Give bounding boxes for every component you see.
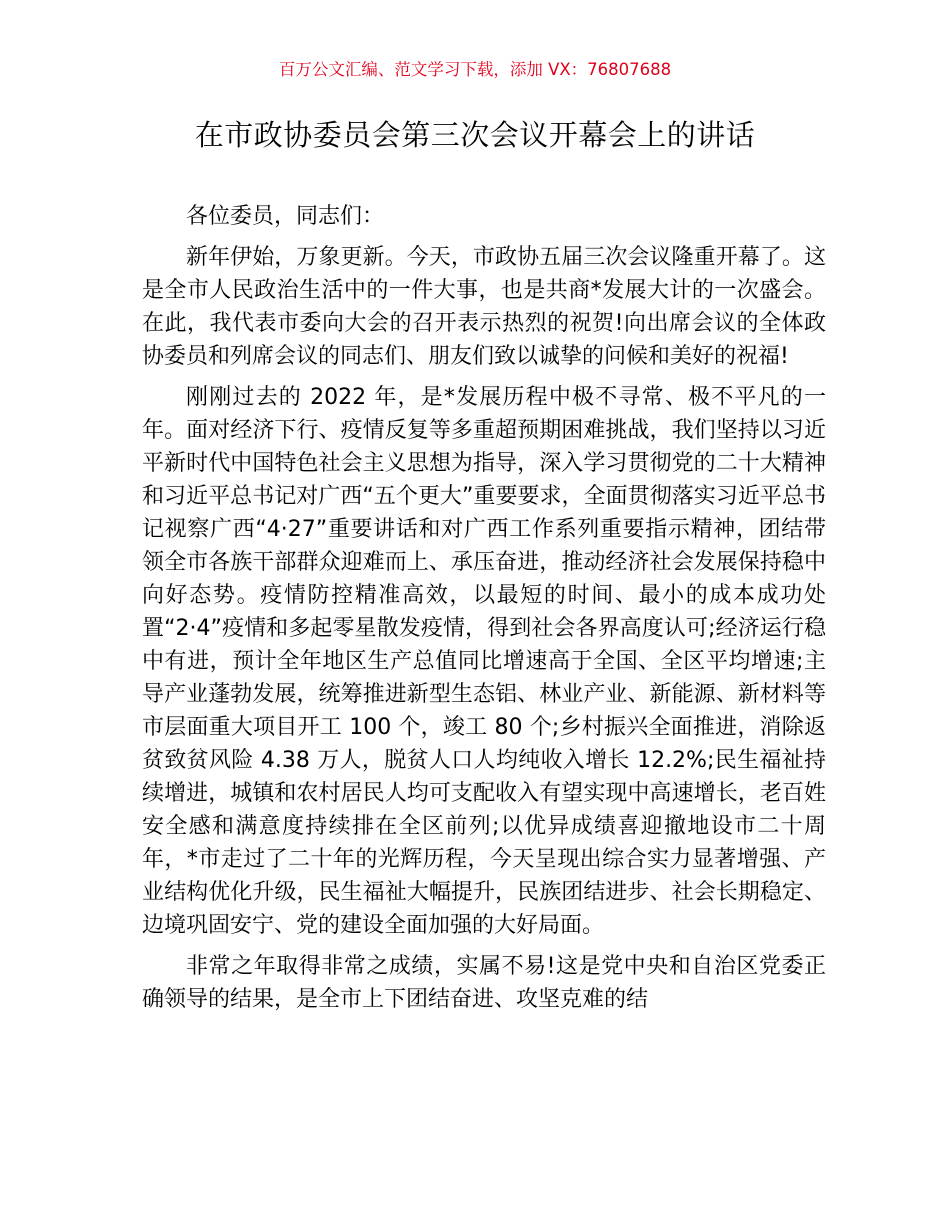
header-promo-text: 百万公文汇编、范文学习下载，添加 VX：76807688 (278, 60, 672, 79)
page-title: 在市政协委员会第三次会议开幕会上的讲话 (194, 118, 756, 152)
salutation: 各位委员，同志们： (186, 204, 385, 229)
paragraph-1: 新年伊始，万象更新。今天，市政协五届三次会议隆重开幕了。这是全市人民政治生活中的一件大事，也是共商*发展大计的一次盛会。在此，我代表市委向大会的召开表示热烈的祝贺!向出席会议的全体政协委员和列席会议的同志们、朋友们致以诚挚的问候和美好的祝福! (142, 245, 826, 369)
paragraph-2: 刚刚过去的 2022 年，是*发展历程中极不寻常、极不平凡的一年。面对经济下行、疫情反复等多重超预期困难挑战，我们坚持以习近平新时代中国特色社会主义思想为指导，深入学习贯彻党的二十大精神和习近平总书记对广西“五个更大”重要要求，全面贯彻落实习近平总书记视察广西“4·27”重要讲话和对广西工作系列重要指示精神，团结带领全市各族干部群众迎难而上、承压奋进，推动经济社会发展保持稳中向好态势。疫情防控精准高效，以最短的时间、最小的成本成功处置“2·4”疫情和多起零星散发疫情，得到社会各界高度认可;经济运行稳中有进，预计全年地区生产总值同比增速高于全国、全区平均增速;主导产业蓬勃发展，统筹推进新型生态铝、林业产业、新能源、新材料等市层面重大项目开工 100 个，竣工 80 个;乡村振兴全面推进，消除返贫致贫风险 4.38 万人，脱贫人口人均纯收入增长 12.2%;民生福祉持续增进，城镇和农村居民人均可支配收入有望实现中高速增长，老百姓安全感和满意度持续排在全区前列;以优异成绩喜迎撤地设市二十周年，*市走过了二十年的光辉历程，今天呈现出综合实力显著增强、产业结构优化升级，民生福祉大幅提升，民族团结进步、社会长期稳定、边境巩固安宁、党的建设全面加强的大好局面。 (142, 385, 826, 938)
document-body (142, 200, 826, 1024)
paragraph-3: 非常之年取得非常之成绩，实属不易!这是党中央和自治区党委正确领导的结果，是全市上下团结奋进、攻坚克难的结 (142, 954, 826, 1012)
